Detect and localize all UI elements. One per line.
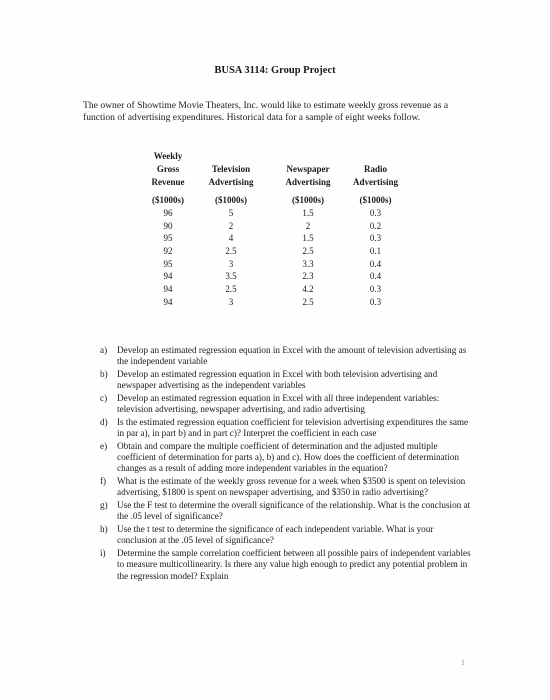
table-body	[143, 207, 404, 309]
table-cell: 0.3	[369, 296, 382, 307]
question-text: Develop an estimated regression equation in Excel with all three independent variables: television advertising, newspaper advertising, and radio advertising	[117, 393, 440, 415]
question-item	[100, 369, 472, 391]
table-cell: 94	[163, 271, 173, 282]
question-label: i)	[100, 548, 106, 559]
table-cell: 2	[228, 220, 234, 231]
question-label: d)	[100, 417, 108, 427]
question-item	[100, 524, 472, 546]
question-item	[100, 548, 472, 582]
header-line: ($1000s)	[215, 194, 247, 205]
question-label: h)	[100, 524, 108, 535]
table-cell: 0.4	[369, 271, 382, 282]
table-cell: 2.5	[302, 245, 314, 256]
question-label: g)	[100, 500, 108, 511]
question-text: Determine the sample correlation coefficient between all possible pairs of independent variables to measure multicollinearity. Is there any value high enough to predict any potential problem in the regression model? Explain	[117, 548, 471, 581]
table-row	[143, 270, 404, 283]
header-line: Television	[211, 164, 251, 175]
question-text: Use the t test to determine the significance of each independent variable. What is your conclusion at the .05 level of significance?	[117, 524, 434, 546]
table-row	[143, 283, 404, 296]
question-label: a)	[100, 345, 108, 355]
table-cell: 1.5	[302, 233, 314, 244]
table-cell: 92	[163, 245, 173, 256]
table-cell: 95	[163, 258, 173, 269]
header-line: Revenue	[151, 177, 185, 188]
header-weekly-gross-revenue	[143, 150, 193, 207]
question-item	[100, 417, 472, 439]
header-line: Advertising	[285, 177, 331, 188]
table-row	[143, 207, 404, 220]
table-row	[143, 296, 404, 309]
table-cell: 5	[228, 207, 234, 218]
header-television-advertising	[193, 150, 269, 207]
page-number: 1	[461, 658, 465, 667]
table-cell: 0.3	[369, 233, 382, 244]
header-line: ($1000s)	[359, 194, 392, 205]
question-item	[100, 500, 472, 522]
header-line: Radio	[363, 164, 387, 175]
table-cell: 2	[305, 220, 311, 231]
header-line: ($1000s)	[292, 194, 324, 205]
question-item	[100, 345, 472, 367]
table-cell: 1.5	[302, 207, 314, 218]
question-text: What is the estimate of the weekly gross revenue for a week when $3500 is spent on television advertising, $1800 is spent on newspaper advertising, and $350 in radio advertising?	[117, 476, 466, 498]
question-item	[100, 441, 472, 475]
table-cell: 2.5	[302, 296, 314, 307]
table-header-row	[143, 150, 404, 207]
question-text: Develop an estimated regression equation in Excel with the amount of television advertising as the independent variable	[117, 345, 467, 367]
intro-paragraph: The owner of Showtime Movie Theaters, Inc. would like to estimate weekly gross revenue as a function of advertising expenditures. Historical data for a sample of eight weeks follow.	[83, 100, 449, 124]
question-item	[100, 476, 472, 498]
table-cell: 2.5	[225, 284, 237, 295]
question-list	[100, 345, 472, 583]
table-cell: 0.4	[369, 258, 382, 269]
table-cell: 4.2	[302, 284, 314, 295]
table-cell: 0.3	[369, 207, 382, 218]
question-text: Use the F test to determine the overall significance of the relationship. What is the conclusion at the .05 level of significance?	[117, 500, 471, 522]
table-cell: 94	[163, 284, 173, 295]
data-table	[143, 150, 404, 308]
table-cell: 94	[163, 296, 173, 307]
table-row	[143, 232, 404, 245]
question-label: e)	[100, 441, 108, 451]
table-cell: 3.3	[302, 258, 314, 269]
table-cell: 90	[163, 220, 173, 231]
header-line: Advertising	[353, 177, 398, 188]
table-cell: 3	[228, 296, 234, 307]
table-row	[143, 258, 404, 271]
header-line: Weekly	[153, 151, 183, 161]
header-line: Advertising	[208, 177, 254, 188]
question-label: c)	[100, 393, 108, 403]
header-newspaper-advertising	[269, 150, 347, 207]
question-item	[100, 393, 472, 415]
header-line: ($1000s)	[152, 194, 184, 205]
question-text: Obtain and compare the multiple coefficient of determination and the adjusted multiple coefficient of determination for parts a), b) and c). How does the coefficient of determination changes as a result of adding more independent variables in the equation?	[117, 441, 460, 474]
question-label: f)	[100, 476, 107, 487]
table-cell: 95	[163, 233, 173, 244]
table-row	[143, 220, 404, 233]
table-cell: 3.5	[225, 271, 237, 282]
question-label: b)	[100, 369, 108, 379]
table-cell: 2.3	[302, 271, 314, 282]
table-cell: 0.1	[369, 245, 382, 256]
table-cell: 96	[163, 207, 173, 218]
header-line: Newspaper	[286, 164, 330, 175]
table-cell: 4	[228, 233, 234, 244]
header-line: Gross	[156, 164, 180, 175]
table-cell: 2.5	[225, 245, 237, 256]
question-text: Develop an estimated regression equation in Excel with both television advertising and newspaper advertising as the independent variables	[117, 369, 438, 391]
table-cell: 0.3	[369, 284, 382, 295]
header-radio-advertising	[347, 150, 404, 207]
table-cell: 3	[228, 258, 234, 269]
table-row	[143, 245, 404, 258]
document-title: BUSA 3114: Group Project	[214, 65, 336, 76]
table-cell: 0.2	[369, 220, 382, 231]
question-text: Is the estimated regression equation coefficient for television advertising expenditures the same in par a), in part b) and in part c)? Interpret the coefficient in each case	[117, 417, 469, 439]
